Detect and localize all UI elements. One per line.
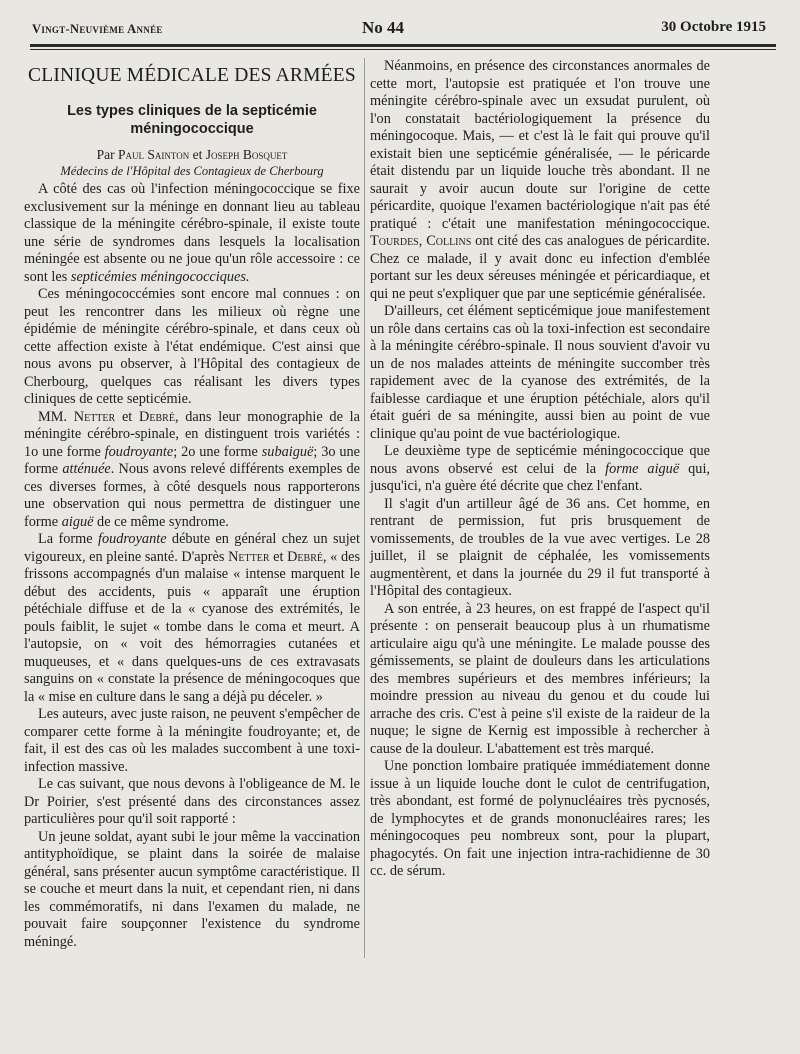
paragraph: Le cas suivant, que nous devons à l'obligeance de M. le Dr Poirier, s'est présenté dans des circonstances assez particulières pour qu'il soit rapporté : xyxy=(24,776,360,827)
paragraph: Le deuxième type de septicémie méningococcique que nous avons observé est celui de la forme aiguë qui, jusqu'ici, n'a guère été décrite que chez l'enfant. xyxy=(370,443,710,494)
paragraph: A son entrée, à 23 heures, on est frappé de l'aspect qu'il présente : on penserait beaucoup plus à un rhumatisme articulaire aigu qu'à une méningite. Le malade pousse des gémissements, se plaint de douleurs dans les articulations des membres supérieurs et des membres inférieurs; la moindre pression au niveau du genou et du coude lui arrache des cris. C'est à peine s'il existe de la raideur de la nuque; le signe de Kernig est impossible à rechercher à cause de la douleur. L'abattement est très marqué. xyxy=(370,600,710,757)
author-1: Paul Sainton xyxy=(118,147,190,162)
affiliation: Médecins de l'Hôpital des Contagieux de Cherbourg xyxy=(60,164,324,178)
paragraph: Les auteurs, avec juste raison, ne peuvent s'empêcher de comparer cette forme à la méningite foudroyante; et, de fait, il est des cas où les malades succombent à une toxi-infection massive. xyxy=(24,706,360,775)
page-header xyxy=(32,18,772,42)
journal-year: Vingt-Neuvième Année xyxy=(32,22,163,36)
paragraph: Une ponction lombaire pratiquée immédiatement donne issue à un liquide louche dont le culot de centrifugation, très abondant, est formé de polynucléaires très pycnosés, de lymphocytes et de grands mononucléaires rares; les méningocoques peu nombreux sont, pour la plupart, phagocytés. On fait une injection intra-rachidienne de 30 cc. de sérum. xyxy=(370,758,710,879)
byline: Par Paul Sainton et Joseph Bosquet xyxy=(96,147,288,162)
section-title: CLINIQUE MÉDICALE DES ARMÉES xyxy=(28,65,356,86)
paragraph: MM. Netter et Debré, dans leur monographie de la méningite cérébro-spinale, en distinguent trois variétés : 1o une forme foudroyante; 2o une forme subaiguë; 3o une forme atténuée. Nous avons relevé différents exemples de ces diverses formes, à côté desquels nous rapporterons une observation qui nous permettra de distinguer une forme aiguë de ce même syndrome. xyxy=(24,408,361,530)
paragraph: Un jeune soldat, ayant subi le jour même la vaccination antityphoïdique, se plaint dans la soirée de malaise général, sans présenter aucun symptôme caractéristique. Il se couche et meurt dans la nuit, et cependant rien, ni dans les commémoratifs, ni dans l'examen du malade, ne pouvait faire soupçonner l'existence du syndrome méningé. xyxy=(24,828,360,950)
paragraph: Néanmoins, en présence des circonstances anormales de cette mort, l'autopsie est pratiquée et l'on trouve une méningite cérébro-spinale avec un exsudat purulent, où l'on constatait bactériologiquement la présence du méningocoque. Mais, — et c'est là le fait qui prouve qu'il existait bien une septicémie généralisée, — le péricarde était distendu par un liquide louche très abondant. Il ne saurait y avoir aucun doute sur l'origine de cette péricardite, quoique l'examen bactériologique n'ait pas été pratiqué : c'était une manifestation méningococcique. Tourdes, Collins ont cité des cas analogues de péricardite. Chez ce malade, il y avait donc eu infection d'emblée portant sur les deux séreuses méningée et péricardiaque, et qui ne peut s'expliquer que par une septicémie généralisée. xyxy=(370,58,710,302)
column-divider xyxy=(364,58,365,958)
paragraph: Il s'agit d'un artilleur âgé de 36 ans. Cet homme, en rentrant de permission, fut pris brusquement de vomissements, de troubles de la vue avec vertiges. Le 28 juillet, il se plaignit de céphalée, les vomissements augmentèrent, et dans la journée du 29 il fut transporté à l'Hôpital des contagieux. xyxy=(370,495,710,599)
paragraph: La forme foudroyante débute en général chez un sujet vigoureux, en pleine santé. D'après Netter et Debré, « des frissons accompagnés d'un malaise « intense marquent le début des accidents, puis « apparaît une éruption pétéchiale diffuse et de la « cyanose des extrémités, le pouls faiblit, le sujet « tombe dans le coma et meurt. A l'autopsie, on « voit des hémorragies cutanées et muqueuses, et « dans quelques-uns de ces extravasats sanguins on « constate la présence de méningocoques que la « mise en culture dans le sang a déjà pu déceler. » xyxy=(24,531,361,705)
header-rule-thick xyxy=(30,44,776,47)
issue-number: No 44 xyxy=(362,18,405,37)
author-2: Joseph Bosquet xyxy=(205,147,288,162)
paragraph: D'ailleurs, cet élément septicémique joue manifestement un rôle dans certains cas où la toxi-infection est secondaire à la méningite cérébro-spinale. Il nous souvient d'avoir vu un de nos malades atteints de méningite succomber très rapidement avec de la cyanose des extrémités, de la faiblesse cardiaque et une éruption pétéchiale, alors qu'il était guéri de sa méningite, aussi bien au point de vue clinique qu'au point de vue bactériologique. xyxy=(370,303,710,442)
paragraph: A côté des cas où l'infection méningococcique se fixe exclusivement sur la méninge en donnant lieu au tableau classique de la méningite cérébro-spinale, il existe toute une série de syndromes dans lesquels la localisation méningée est absente ou ne joue qu'un rôle accessoire : ce sont les septicémies méningococciques. xyxy=(24,181,360,285)
left-column xyxy=(24,60,360,951)
header-rule-thin xyxy=(30,49,776,50)
right-column xyxy=(370,58,710,881)
article-title: Les types cliniques de la septicémie méningococcique xyxy=(67,103,317,137)
paragraph: Ces méningococcémies sont encore mal connues : on peut les rencontrer dans les milieux où règne une épidémie de méningite cérébro-spinale, et dans ceux où cette affection existe à l'état endémique. C'est ainsi que nous avons pu observer, à l'Hôpital des contagieux de Cherbourg, quelques cas réalisant les divers types cliniques de cette septicémie. xyxy=(24,286,360,407)
issue-date: 30 Octobre 1915 xyxy=(661,19,766,35)
